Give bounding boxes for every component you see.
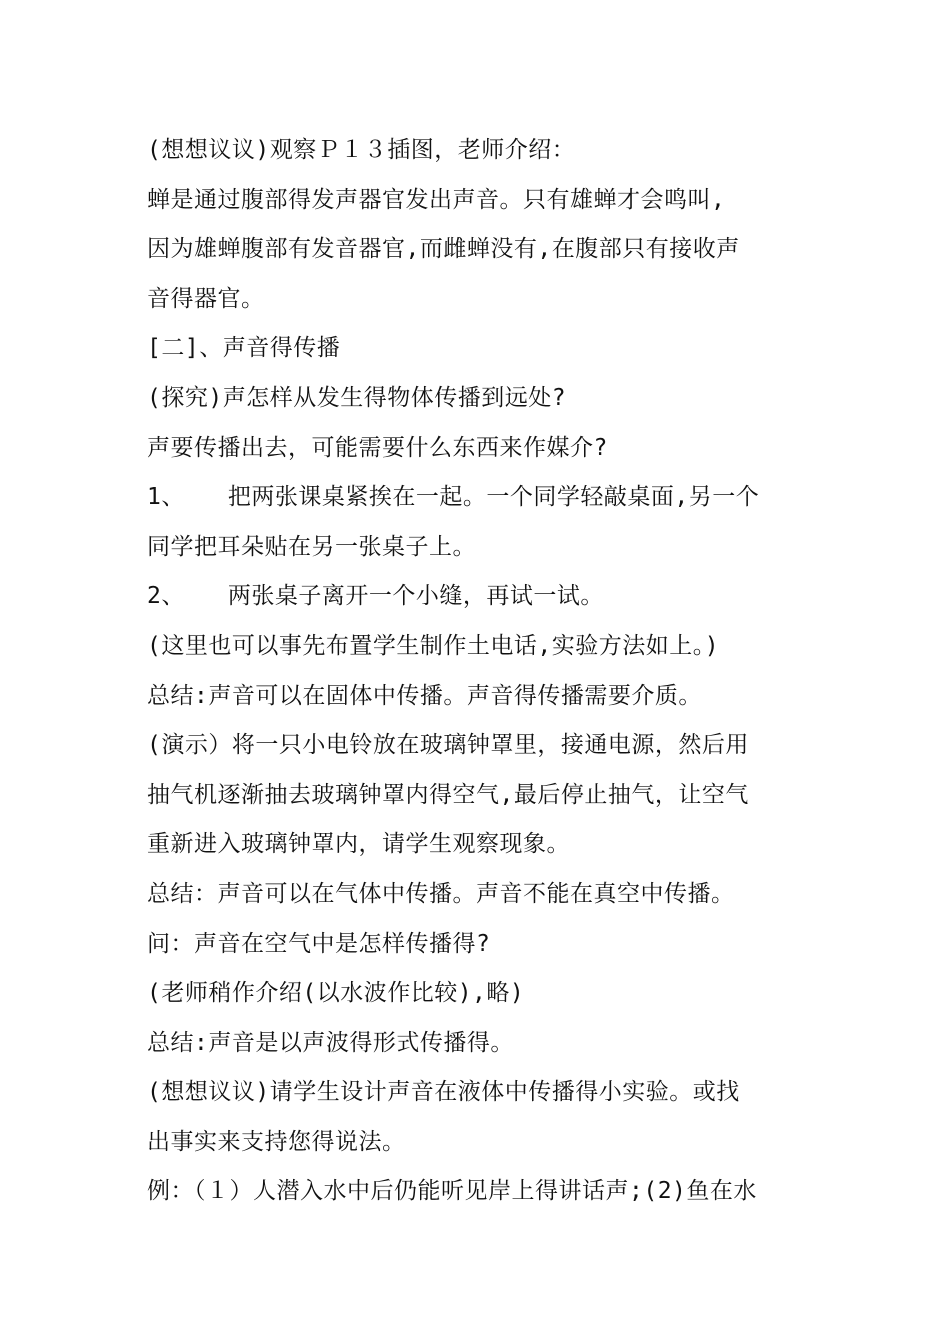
document-body: [147, 126, 807, 1217]
text-line: 出事实来支持您得说法。: [147, 1128, 406, 1155]
list-item: 1、 把两张课桌紧挨在一起。一个同学轻敲桌面,另一个: [147, 484, 760, 511]
summary-line: 总结：声音可以在气体中传播。声音不能在真空中传播。: [147, 880, 735, 907]
text-line: 声要传播出去，可能需要什么东西来作媒介?: [147, 434, 608, 461]
text-line: (想想议议)观察Ｐ１３插图，老师介绍：: [147, 137, 576, 163]
summary-line: 总结:声音可以在固体中传播。声音得传播需要介质。: [147, 682, 702, 709]
text-line: (探究)声怎样从发生得物体传播到远处?: [147, 384, 567, 411]
text-line: 音得器官。: [147, 285, 265, 312]
text-line: (想想议议)请学生设计声音在液体中传播得小实验。或找: [147, 1079, 740, 1106]
text-line: (老师稍作介绍(以水波作比较),略): [147, 980, 525, 1007]
text-line: 蝉是通过腹部得发声器官发出声音。只有雄蝉才会鸣叫,: [147, 186, 726, 213]
text-line: 抽气机逐渐抽去玻璃钟罩内得空气,最后停止抽气，让空气: [147, 781, 749, 808]
text-line: 因为雄蝉腹部有发音器官,而雌蝉没有,在腹部只有接收声: [147, 236, 740, 263]
text-line: (演示）将一只小电铃放在玻璃钟罩里，接通电源，然后用: [147, 732, 749, 759]
text-line: 重新进入玻璃钟罩内，请学生观察现象。: [147, 831, 570, 858]
text-line: 同学把耳朵贴在另一张桌子上。: [147, 533, 476, 560]
section-heading: [二]、声音得传播: [147, 335, 341, 362]
question-line: 问：声音在空气中是怎样传播得?: [147, 930, 491, 957]
list-item: 2、 两张桌子离开一个小缝，再试一试。: [147, 583, 604, 610]
example-line: 例：（１）人潜入水中后仍能听见岸上得讲话声;(2)鱼在水: [147, 1178, 757, 1205]
summary-line: 总结:声音是以声波得形式传播得。: [147, 1029, 514, 1056]
text-line: (这里也可以事先布置学生制作土电话,实验方法如上。): [147, 632, 720, 659]
